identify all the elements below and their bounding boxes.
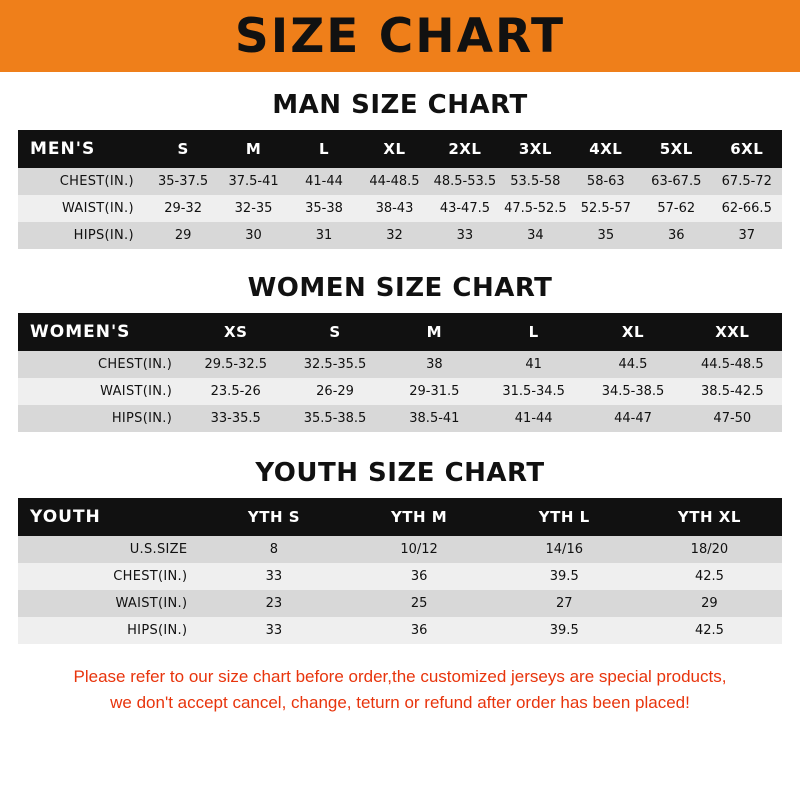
cell: 33	[430, 222, 500, 249]
men-col-header: XL	[359, 130, 429, 168]
cell: 57-62	[641, 195, 711, 222]
men-col-header: 3XL	[500, 130, 570, 168]
cell: 29-32	[148, 195, 218, 222]
cell: 23.5-26	[186, 378, 285, 405]
cell: 29-31.5	[385, 378, 484, 405]
youth-section	[0, 458, 800, 644]
row-label: HIPS(IN.)	[18, 222, 148, 249]
cell: 10/12	[347, 536, 492, 563]
page-title: SIZE CHART	[234, 8, 566, 64]
youth-col-header: YTH M	[347, 498, 492, 536]
table-header-row	[18, 130, 782, 168]
women-col-header: M	[385, 313, 484, 351]
women-section	[0, 273, 800, 432]
women-col-header: L	[484, 313, 583, 351]
cell: 58-63	[571, 168, 641, 195]
youth-col-header: YTH S	[201, 498, 346, 536]
row-label: HIPS(IN.)	[18, 617, 201, 644]
women-section-title: WOMEN SIZE CHART	[247, 273, 553, 303]
note-line-2: we don't accept cancel, change, teturn or refund after order has been placed!	[110, 692, 690, 712]
cell: 34.5-38.5	[583, 378, 682, 405]
women-size-table	[18, 313, 782, 432]
table-row	[18, 590, 782, 617]
cell: 47-50	[683, 405, 782, 432]
youth-section-title: YOUTH SIZE CHART	[255, 458, 545, 488]
cell: 36	[347, 617, 492, 644]
cell: 41	[484, 351, 583, 378]
cell: 18/20	[637, 536, 782, 563]
women-table-body	[18, 351, 782, 432]
cell: 63-67.5	[641, 168, 711, 195]
cell: 33-35.5	[186, 405, 285, 432]
note-line-1: Please refer to our size chart before order,the customized jerseys are special products,	[73, 667, 727, 686]
row-label: WAIST(IN.)	[18, 378, 186, 405]
cell: 38.5-41	[385, 405, 484, 432]
men-table-header	[18, 130, 782, 168]
cell: 23	[201, 590, 346, 617]
youth-table-body	[18, 536, 782, 644]
table-header-row	[18, 498, 782, 536]
men-table-body	[18, 168, 782, 249]
cell: 48.5-53.5	[430, 168, 500, 195]
cell: 38.5-42.5	[683, 378, 782, 405]
cell: 41-44	[484, 405, 583, 432]
cell: 53.5-58	[500, 168, 570, 195]
cell: 33	[201, 617, 346, 644]
cell: 47.5-52.5	[500, 195, 570, 222]
men-col-header: 2XL	[430, 130, 500, 168]
table-row	[18, 222, 782, 249]
cell: 33	[201, 563, 346, 590]
women-col-header: S	[285, 313, 384, 351]
men-col-header: M	[218, 130, 288, 168]
cell: 34	[500, 222, 570, 249]
cell: 37	[712, 222, 783, 249]
table-header-row	[18, 313, 782, 351]
cell: 35-37.5	[148, 168, 218, 195]
cell: 39.5	[492, 563, 637, 590]
order-policy-note	[0, 664, 800, 715]
table-row	[18, 378, 782, 405]
cell: 44.5-48.5	[683, 351, 782, 378]
row-label: WAIST(IN.)	[18, 590, 201, 617]
table-row	[18, 536, 782, 563]
cell: 32	[359, 222, 429, 249]
table-row	[18, 405, 782, 432]
cell: 29	[148, 222, 218, 249]
youth-size-table	[18, 498, 782, 644]
men-section	[0, 90, 800, 249]
men-col-header: S	[148, 130, 218, 168]
table-row	[18, 195, 782, 222]
cell: 44-47	[583, 405, 682, 432]
men-col-header: L	[289, 130, 359, 168]
cell: 32-35	[218, 195, 288, 222]
cell: 35	[571, 222, 641, 249]
table-row	[18, 563, 782, 590]
cell: 30	[218, 222, 288, 249]
cell: 14/16	[492, 536, 637, 563]
cell: 42.5	[637, 617, 782, 644]
cell: 44.5	[583, 351, 682, 378]
cell: 62-66.5	[712, 195, 783, 222]
row-label: CHEST(IN.)	[18, 351, 186, 378]
page-header	[0, 0, 800, 72]
cell: 41-44	[289, 168, 359, 195]
row-label: U.S.SIZE	[18, 536, 201, 563]
cell: 26-29	[285, 378, 384, 405]
cell: 36	[641, 222, 711, 249]
cell: 38	[385, 351, 484, 378]
cell: 35-38	[289, 195, 359, 222]
women-col-header: XL	[583, 313, 682, 351]
table-row	[18, 617, 782, 644]
cell: 38-43	[359, 195, 429, 222]
table-row	[18, 168, 782, 195]
cell: 67.5-72	[712, 168, 783, 195]
men-col-header: 5XL	[641, 130, 711, 168]
men-col-header: MEN'S	[18, 130, 148, 168]
cell: 29.5-32.5	[186, 351, 285, 378]
youth-col-header: YTH L	[492, 498, 637, 536]
cell: 31	[289, 222, 359, 249]
cell: 44-48.5	[359, 168, 429, 195]
cell: 8	[201, 536, 346, 563]
row-label: WAIST(IN.)	[18, 195, 148, 222]
table-row	[18, 351, 782, 378]
youth-col-header: YOUTH	[18, 498, 201, 536]
cell: 25	[347, 590, 492, 617]
cell: 43-47.5	[430, 195, 500, 222]
cell: 32.5-35.5	[285, 351, 384, 378]
cell: 36	[347, 563, 492, 590]
row-label: CHEST(IN.)	[18, 563, 201, 590]
cell: 52.5-57	[571, 195, 641, 222]
cell: 37.5-41	[218, 168, 288, 195]
women-col-header: XS	[186, 313, 285, 351]
cell: 35.5-38.5	[285, 405, 384, 432]
men-col-header: 6XL	[712, 130, 783, 168]
cell: 27	[492, 590, 637, 617]
women-table-header	[18, 313, 782, 351]
women-col-header: XXL	[683, 313, 782, 351]
men-col-header: 4XL	[571, 130, 641, 168]
cell: 29	[637, 590, 782, 617]
women-col-header: WOMEN'S	[18, 313, 186, 351]
youth-table-header	[18, 498, 782, 536]
row-label: HIPS(IN.)	[18, 405, 186, 432]
row-label: CHEST(IN.)	[18, 168, 148, 195]
cell: 39.5	[492, 617, 637, 644]
youth-col-header: YTH XL	[637, 498, 782, 536]
men-size-table	[18, 130, 782, 249]
cell: 42.5	[637, 563, 782, 590]
men-section-title: MAN SIZE CHART	[272, 90, 528, 120]
cell: 31.5-34.5	[484, 378, 583, 405]
